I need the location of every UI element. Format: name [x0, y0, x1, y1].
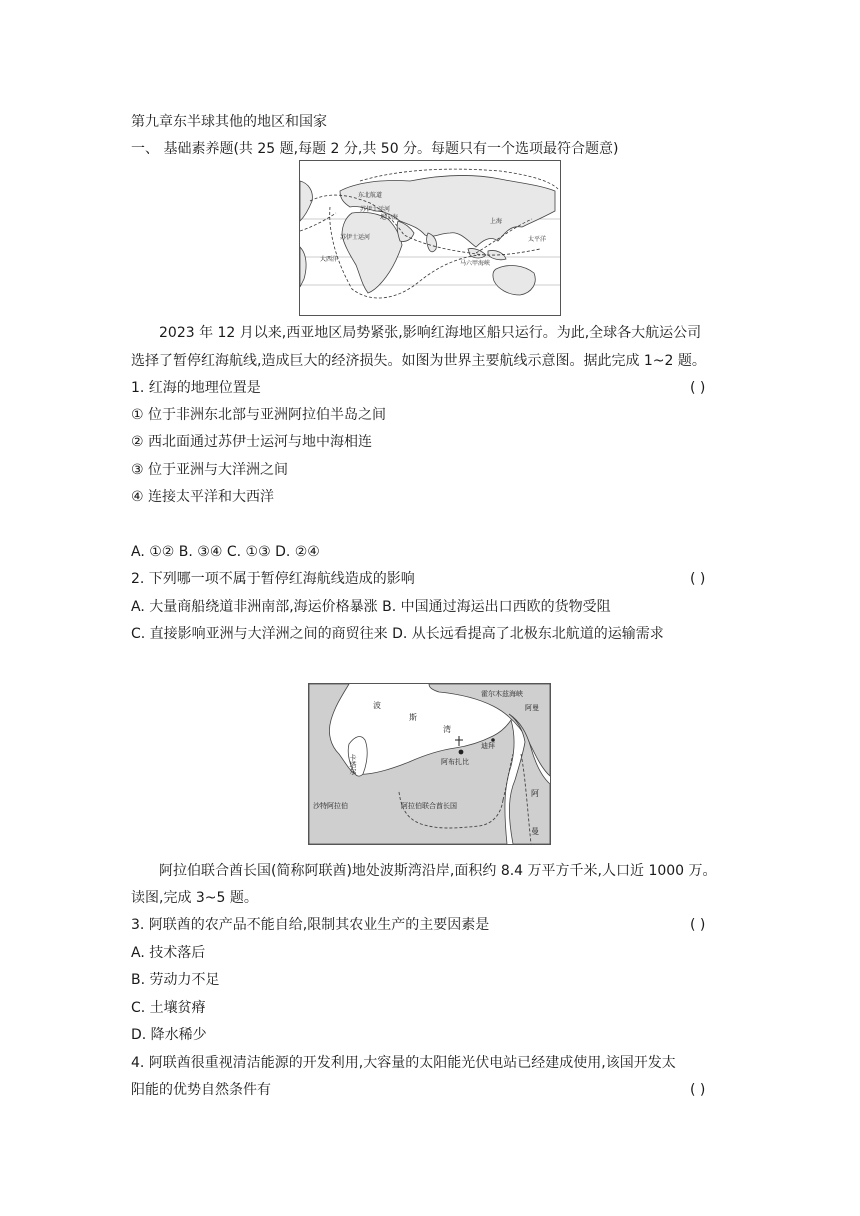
q3-option-c: C. 土壤贫瘠 [131, 1000, 206, 1016]
q2-answer-paren[interactable]: ( ) [690, 571, 706, 587]
q1-item-1: ① 位于非洲东北部与亚洲阿拉伯半岛之间 [131, 407, 386, 423]
q3-option-b: B. 劳动力不足 [131, 972, 220, 988]
map1-label-shanghai: 上海 [490, 218, 503, 225]
q1-answer-paren[interactable]: ( ) [690, 380, 706, 396]
passage2-line1: 阿拉伯联合酋长国(简称阿联酋)地处波斯湾沿岸,面积约 8.4 万平方千米,人口近 1000 万。 [159, 863, 717, 879]
q4-stem-line1: 4. 阿联酋很重视清洁能源的开发利用,大容量的太阳能光伏电站已经建成使用,该国开发太 [131, 1055, 676, 1071]
uae-map [308, 683, 551, 845]
q1-options: A. ①② B. ③④ C. ①③ D. ②④ [131, 544, 320, 560]
q4-answer-paren[interactable]: ( ) [690, 1082, 706, 1098]
q4-stem-line2: 阳能的优势自然条件有 [131, 1082, 271, 1098]
passage1-line2: 选择了暂停红海航线,造成巨大的经济损失。如图为世界主要航线示意图。据此完成 1~2 题。 [131, 353, 706, 369]
map2-label-wan: 湾 [443, 725, 451, 734]
map1-label-suez: 苏伊士运河 [360, 206, 391, 213]
q3-option-d: D. 降水稀少 [131, 1027, 207, 1043]
passage1-line1: 2023 年 12 月以来,西亚地区局势紧张,影响红海地区船只运行。为此,全球各大航运公司 [159, 325, 702, 341]
q3-option-a: A. 技术落后 [131, 945, 206, 961]
map2-label-qatar: 卡塔尔 [349, 754, 357, 775]
section-heading: 一、 基础素养题(共 25 题,每题 2 分,共 50 分。每题只有一个选项最符合题意) [131, 141, 619, 157]
map2-label-oman-a: 阿 [531, 789, 539, 798]
passage2-line2: 读图,完成 3~5 题。 [131, 890, 258, 906]
q1-item-2: ② 西北面通过苏伊士运河与地中海相连 [131, 434, 372, 450]
abudhabi-marker [459, 750, 464, 755]
map2-label-saudi: 沙特阿拉伯 [313, 802, 348, 810]
map2-label-si: 斯 [409, 713, 417, 722]
map2-label-bo: 波 [373, 701, 381, 710]
q3-answer-paren[interactable]: ( ) [690, 917, 706, 933]
q3-stem: 3. 阿联酋的农产品不能自给,限制其农业生产的主要因素是 [131, 917, 490, 933]
map1-label-pacific: 太平洋 [528, 236, 547, 243]
q2-stem: 2. 下列哪一项不属于暂停红海航线造成的影响 [131, 571, 415, 587]
map1-label-northeast-route: 东北航道 [358, 192, 383, 199]
q2-options-cd: C. 直接影响亚洲与大洋洲之间的商贸往来 D. 从长远看提高了北极东北航道的运输需求 [131, 626, 664, 642]
q1-stem: 1. 红海的地理位置是 [131, 380, 261, 396]
map1-label-atlantic: 大西洋 [320, 256, 339, 263]
map1-label-mediterranean: 地中海 [380, 214, 399, 221]
map2-label-abudhabi: 阿布扎比 [441, 758, 469, 766]
world-shipping-routes-map [299, 160, 561, 316]
q1-item-3: ③ 位于亚洲与大洋洲之间 [131, 462, 289, 478]
map1-label-suez-canal: 苏伊士运河 [340, 234, 371, 241]
map2-label-dubai: 迪拜 [481, 742, 495, 750]
chapter-title: 第九章东半球其他的地区和国家 [131, 114, 327, 130]
map2-label-hormuz: 霍尔木兹海峡 [481, 690, 523, 698]
q1-item-4: ④ 连接太平洋和大西洋 [131, 489, 275, 505]
map2-label-oman-top: 阿曼 [525, 704, 539, 712]
map1-label-malacca: 马六甲海峡 [460, 260, 491, 267]
map2-label-oman-man: 曼 [531, 827, 539, 836]
anchor-icon [455, 736, 463, 746]
q2-options-ab: A. 大量商船绕道非洲南部,海运价格暴涨 B. 中国通过海运出口西欧的货物受阻 [131, 599, 611, 615]
map2-label-uae: 阿拉伯联合酋长国 [401, 802, 457, 810]
